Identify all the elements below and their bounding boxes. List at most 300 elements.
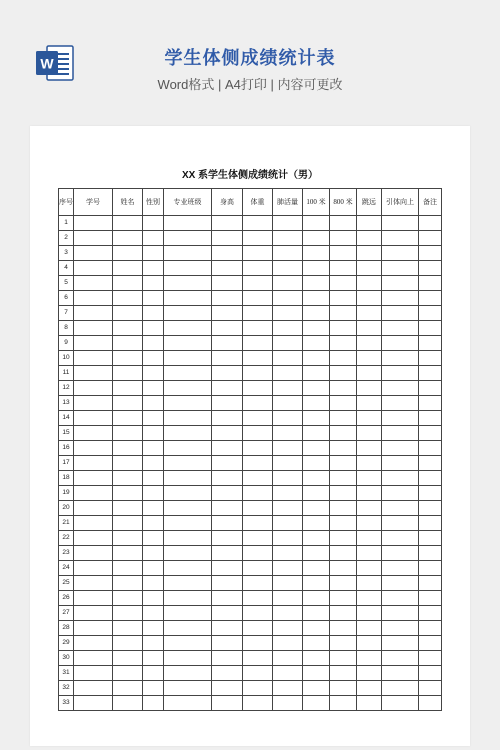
table-cell[interactable]: [164, 231, 212, 246]
table-cell[interactable]: [243, 291, 273, 306]
table-cell[interactable]: [143, 216, 164, 231]
table-cell[interactable]: [164, 486, 212, 501]
table-cell[interactable]: [164, 351, 212, 366]
table-cell[interactable]: [113, 651, 143, 666]
table-cell[interactable]: [212, 591, 243, 606]
table-cell[interactable]: [273, 381, 303, 396]
table-cell[interactable]: [243, 651, 273, 666]
table-cell[interactable]: [382, 306, 419, 321]
table-cell[interactable]: [212, 351, 243, 366]
table-cell[interactable]: [330, 576, 357, 591]
table-cell[interactable]: [143, 681, 164, 696]
table-cell[interactable]: [143, 381, 164, 396]
table-cell[interactable]: [164, 306, 212, 321]
table-cell[interactable]: [212, 381, 243, 396]
table-cell[interactable]: [74, 396, 113, 411]
table-cell[interactable]: [357, 471, 382, 486]
table-cell[interactable]: [303, 471, 330, 486]
table-cell[interactable]: [212, 276, 243, 291]
table-cell[interactable]: [303, 411, 330, 426]
table-cell[interactable]: [243, 321, 273, 336]
table-cell[interactable]: [303, 546, 330, 561]
table-cell[interactable]: [419, 426, 442, 441]
table-cell[interactable]: [273, 531, 303, 546]
table-cell[interactable]: [113, 276, 143, 291]
table-cell[interactable]: [113, 321, 143, 336]
table-cell[interactable]: [273, 246, 303, 261]
table-cell[interactable]: [212, 456, 243, 471]
table-cell[interactable]: [357, 321, 382, 336]
table-cell[interactable]: [273, 426, 303, 441]
table-cell[interactable]: [382, 261, 419, 276]
table-cell[interactable]: [419, 321, 442, 336]
table-cell[interactable]: [143, 621, 164, 636]
table-cell[interactable]: [357, 531, 382, 546]
table-cell[interactable]: [243, 306, 273, 321]
table-cell[interactable]: [303, 606, 330, 621]
table-cell[interactable]: [273, 546, 303, 561]
table-cell[interactable]: [164, 621, 212, 636]
table-cell[interactable]: [357, 291, 382, 306]
table-cell[interactable]: [303, 276, 330, 291]
table-cell[interactable]: [357, 681, 382, 696]
table-cell[interactable]: [243, 546, 273, 561]
table-cell[interactable]: [74, 276, 113, 291]
table-cell[interactable]: [330, 591, 357, 606]
table-cell[interactable]: [74, 591, 113, 606]
table-cell[interactable]: [273, 216, 303, 231]
table-cell[interactable]: [143, 441, 164, 456]
table-cell[interactable]: [212, 306, 243, 321]
table-cell[interactable]: [143, 591, 164, 606]
table-cell[interactable]: [357, 231, 382, 246]
table-cell[interactable]: [357, 666, 382, 681]
table-cell[interactable]: [74, 546, 113, 561]
table-cell[interactable]: [164, 336, 212, 351]
table-cell[interactable]: [243, 576, 273, 591]
table-cell[interactable]: [273, 411, 303, 426]
table-cell[interactable]: [164, 456, 212, 471]
table-cell[interactable]: [212, 471, 243, 486]
table-cell[interactable]: [419, 276, 442, 291]
table-cell[interactable]: [243, 501, 273, 516]
table-cell[interactable]: [273, 576, 303, 591]
table-cell[interactable]: [243, 261, 273, 276]
table-cell[interactable]: [357, 351, 382, 366]
table-cell[interactable]: [357, 696, 382, 711]
table-cell[interactable]: [382, 411, 419, 426]
table-cell[interactable]: [164, 246, 212, 261]
table-cell[interactable]: [143, 636, 164, 651]
table-cell[interactable]: [113, 216, 143, 231]
table-cell[interactable]: [330, 546, 357, 561]
table-cell[interactable]: [330, 246, 357, 261]
table-cell[interactable]: [330, 681, 357, 696]
table-cell[interactable]: [419, 546, 442, 561]
table-cell[interactable]: [74, 336, 113, 351]
table-cell[interactable]: [74, 261, 113, 276]
table-cell[interactable]: [330, 531, 357, 546]
table-cell[interactable]: [143, 471, 164, 486]
table-cell[interactable]: [419, 576, 442, 591]
table-cell[interactable]: [273, 516, 303, 531]
table-cell[interactable]: [382, 246, 419, 261]
table-cell[interactable]: [273, 621, 303, 636]
table-cell[interactable]: [74, 651, 113, 666]
table-cell[interactable]: [113, 696, 143, 711]
table-cell[interactable]: [419, 261, 442, 276]
table-cell[interactable]: [357, 306, 382, 321]
table-cell[interactable]: [273, 336, 303, 351]
table-cell[interactable]: [164, 321, 212, 336]
table-cell[interactable]: [330, 306, 357, 321]
table-cell[interactable]: [212, 441, 243, 456]
table-cell[interactable]: [243, 411, 273, 426]
table-cell[interactable]: [273, 486, 303, 501]
table-cell[interactable]: [164, 636, 212, 651]
table-cell[interactable]: [303, 456, 330, 471]
table-cell[interactable]: [212, 321, 243, 336]
table-cell[interactable]: [113, 396, 143, 411]
table-cell[interactable]: [357, 486, 382, 501]
table-cell[interactable]: [303, 681, 330, 696]
table-cell[interactable]: [243, 561, 273, 576]
table-cell[interactable]: [382, 231, 419, 246]
table-cell[interactable]: [113, 591, 143, 606]
table-cell[interactable]: [382, 576, 419, 591]
table-cell[interactable]: [382, 561, 419, 576]
table-cell[interactable]: [419, 471, 442, 486]
table-cell[interactable]: [143, 261, 164, 276]
table-cell[interactable]: [243, 636, 273, 651]
table-cell[interactable]: [243, 681, 273, 696]
table-cell[interactable]: [357, 561, 382, 576]
table-cell[interactable]: [382, 381, 419, 396]
table-cell[interactable]: [303, 441, 330, 456]
table-cell[interactable]: [419, 396, 442, 411]
table-cell[interactable]: [164, 561, 212, 576]
table-cell[interactable]: [212, 501, 243, 516]
table-cell[interactable]: [74, 471, 113, 486]
table-cell[interactable]: [419, 696, 442, 711]
table-cell[interactable]: [303, 261, 330, 276]
table-cell[interactable]: [419, 591, 442, 606]
table-cell[interactable]: [143, 231, 164, 246]
table-cell[interactable]: [419, 666, 442, 681]
table-cell[interactable]: [273, 456, 303, 471]
table-cell[interactable]: [273, 561, 303, 576]
table-cell[interactable]: [382, 471, 419, 486]
table-cell[interactable]: [243, 336, 273, 351]
table-cell[interactable]: [212, 396, 243, 411]
table-cell[interactable]: [303, 321, 330, 336]
table-cell[interactable]: [113, 531, 143, 546]
table-cell[interactable]: [243, 426, 273, 441]
table-cell[interactable]: [382, 681, 419, 696]
table-cell[interactable]: [164, 276, 212, 291]
table-cell[interactable]: [164, 651, 212, 666]
table-cell[interactable]: [212, 681, 243, 696]
table-cell[interactable]: [143, 486, 164, 501]
table-cell[interactable]: [164, 291, 212, 306]
table-cell[interactable]: [113, 336, 143, 351]
table-cell[interactable]: [382, 366, 419, 381]
table-cell[interactable]: [419, 561, 442, 576]
table-cell[interactable]: [212, 546, 243, 561]
table-cell[interactable]: [330, 366, 357, 381]
table-cell[interactable]: [164, 381, 212, 396]
table-cell[interactable]: [382, 276, 419, 291]
table-cell[interactable]: [357, 336, 382, 351]
table-cell[interactable]: [330, 501, 357, 516]
table-cell[interactable]: [330, 336, 357, 351]
table-cell[interactable]: [303, 666, 330, 681]
table-cell[interactable]: [357, 636, 382, 651]
table-cell[interactable]: [113, 291, 143, 306]
table-cell[interactable]: [273, 351, 303, 366]
table-cell[interactable]: [273, 441, 303, 456]
table-cell[interactable]: [273, 696, 303, 711]
table-cell[interactable]: [74, 456, 113, 471]
table-cell[interactable]: [419, 246, 442, 261]
table-cell[interactable]: [143, 246, 164, 261]
table-cell[interactable]: [74, 696, 113, 711]
table-cell[interactable]: [382, 696, 419, 711]
table-cell[interactable]: [243, 396, 273, 411]
table-cell[interactable]: [330, 516, 357, 531]
table-cell[interactable]: [74, 486, 113, 501]
table-cell[interactable]: [303, 561, 330, 576]
table-cell[interactable]: [330, 231, 357, 246]
table-cell[interactable]: [382, 441, 419, 456]
table-cell[interactable]: [243, 441, 273, 456]
table-cell[interactable]: [74, 291, 113, 306]
table-cell[interactable]: [113, 246, 143, 261]
table-cell[interactable]: [113, 666, 143, 681]
table-cell[interactable]: [143, 651, 164, 666]
table-cell[interactable]: [303, 516, 330, 531]
table-cell[interactable]: [212, 651, 243, 666]
table-cell[interactable]: [303, 291, 330, 306]
table-cell[interactable]: [330, 606, 357, 621]
table-cell[interactable]: [212, 261, 243, 276]
table-cell[interactable]: [419, 366, 442, 381]
table-cell[interactable]: [243, 366, 273, 381]
table-cell[interactable]: [419, 441, 442, 456]
table-cell[interactable]: [164, 471, 212, 486]
table-cell[interactable]: [419, 516, 442, 531]
table-cell[interactable]: [357, 621, 382, 636]
table-cell[interactable]: [357, 411, 382, 426]
table-cell[interactable]: [357, 216, 382, 231]
table-cell[interactable]: [419, 606, 442, 621]
table-cell[interactable]: [303, 366, 330, 381]
table-cell[interactable]: [419, 336, 442, 351]
table-cell[interactable]: [303, 336, 330, 351]
table-cell[interactable]: [303, 306, 330, 321]
table-cell[interactable]: [113, 486, 143, 501]
table-cell[interactable]: [303, 636, 330, 651]
table-cell[interactable]: [143, 666, 164, 681]
table-cell[interactable]: [164, 516, 212, 531]
table-cell[interactable]: [164, 666, 212, 681]
table-cell[interactable]: [113, 636, 143, 651]
table-cell[interactable]: [273, 231, 303, 246]
table-cell[interactable]: [243, 471, 273, 486]
table-cell[interactable]: [330, 621, 357, 636]
table-cell[interactable]: [164, 681, 212, 696]
table-cell[interactable]: [212, 411, 243, 426]
table-cell[interactable]: [212, 486, 243, 501]
table-cell[interactable]: [330, 456, 357, 471]
table-cell[interactable]: [419, 231, 442, 246]
table-cell[interactable]: [357, 651, 382, 666]
table-cell[interactable]: [330, 471, 357, 486]
table-cell[interactable]: [113, 576, 143, 591]
table-cell[interactable]: [143, 411, 164, 426]
table-cell[interactable]: [243, 621, 273, 636]
table-cell[interactable]: [74, 531, 113, 546]
table-cell[interactable]: [357, 591, 382, 606]
table-cell[interactable]: [382, 336, 419, 351]
table-cell[interactable]: [357, 381, 382, 396]
table-cell[interactable]: [212, 531, 243, 546]
table-cell[interactable]: [357, 276, 382, 291]
table-cell[interactable]: [74, 501, 113, 516]
table-cell[interactable]: [113, 441, 143, 456]
table-cell[interactable]: [419, 306, 442, 321]
table-cell[interactable]: [273, 306, 303, 321]
table-cell[interactable]: [382, 546, 419, 561]
table-cell[interactable]: [212, 576, 243, 591]
table-cell[interactable]: [273, 321, 303, 336]
table-cell[interactable]: [382, 651, 419, 666]
table-cell[interactable]: [212, 636, 243, 651]
table-cell[interactable]: [74, 681, 113, 696]
table-cell[interactable]: [273, 681, 303, 696]
table-cell[interactable]: [212, 231, 243, 246]
table-cell[interactable]: [357, 576, 382, 591]
table-cell[interactable]: [330, 261, 357, 276]
table-cell[interactable]: [243, 516, 273, 531]
table-cell[interactable]: [212, 426, 243, 441]
table-cell[interactable]: [243, 231, 273, 246]
table-cell[interactable]: [243, 456, 273, 471]
table-cell[interactable]: [113, 501, 143, 516]
table-cell[interactable]: [143, 561, 164, 576]
table-cell[interactable]: [330, 351, 357, 366]
table-cell[interactable]: [303, 426, 330, 441]
table-cell[interactable]: [212, 516, 243, 531]
table-cell[interactable]: [382, 636, 419, 651]
table-cell[interactable]: [419, 531, 442, 546]
table-cell[interactable]: [330, 636, 357, 651]
table-cell[interactable]: [243, 666, 273, 681]
table-cell[interactable]: [74, 231, 113, 246]
table-cell[interactable]: [273, 651, 303, 666]
table-cell[interactable]: [164, 576, 212, 591]
table-cell[interactable]: [143, 396, 164, 411]
table-cell[interactable]: [164, 696, 212, 711]
table-cell[interactable]: [419, 636, 442, 651]
table-cell[interactable]: [382, 321, 419, 336]
table-cell[interactable]: [164, 531, 212, 546]
table-cell[interactable]: [113, 606, 143, 621]
table-cell[interactable]: [357, 456, 382, 471]
table-cell[interactable]: [243, 531, 273, 546]
table-cell[interactable]: [382, 216, 419, 231]
table-cell[interactable]: [243, 486, 273, 501]
table-cell[interactable]: [113, 561, 143, 576]
table-cell[interactable]: [330, 291, 357, 306]
table-cell[interactable]: [212, 696, 243, 711]
table-cell[interactable]: [164, 261, 212, 276]
table-cell[interactable]: [143, 456, 164, 471]
table-cell[interactable]: [74, 426, 113, 441]
table-cell[interactable]: [113, 681, 143, 696]
table-cell[interactable]: [74, 606, 113, 621]
table-cell[interactable]: [303, 246, 330, 261]
table-cell[interactable]: [303, 591, 330, 606]
table-cell[interactable]: [382, 501, 419, 516]
table-cell[interactable]: [357, 501, 382, 516]
table-cell[interactable]: [212, 366, 243, 381]
table-cell[interactable]: [243, 696, 273, 711]
table-cell[interactable]: [303, 231, 330, 246]
table-cell[interactable]: [74, 576, 113, 591]
table-cell[interactable]: [243, 351, 273, 366]
table-cell[interactable]: [164, 426, 212, 441]
table-cell[interactable]: [330, 411, 357, 426]
table-cell[interactable]: [330, 426, 357, 441]
table-cell[interactable]: [382, 456, 419, 471]
table-cell[interactable]: [243, 381, 273, 396]
table-cell[interactable]: [164, 546, 212, 561]
table-cell[interactable]: [243, 276, 273, 291]
table-cell[interactable]: [330, 486, 357, 501]
table-cell[interactable]: [143, 546, 164, 561]
table-cell[interactable]: [303, 486, 330, 501]
table-cell[interactable]: [357, 546, 382, 561]
table-cell[interactable]: [164, 441, 212, 456]
table-cell[interactable]: [113, 471, 143, 486]
table-cell[interactable]: [74, 411, 113, 426]
table-cell[interactable]: [273, 471, 303, 486]
table-cell[interactable]: [113, 366, 143, 381]
table-cell[interactable]: [330, 276, 357, 291]
table-cell[interactable]: [143, 291, 164, 306]
table-cell[interactable]: [113, 411, 143, 426]
table-cell[interactable]: [330, 381, 357, 396]
table-cell[interactable]: [74, 351, 113, 366]
table-cell[interactable]: [164, 606, 212, 621]
table-cell[interactable]: [419, 456, 442, 471]
table-cell[interactable]: [357, 516, 382, 531]
table-cell[interactable]: [303, 651, 330, 666]
table-cell[interactable]: [74, 246, 113, 261]
table-cell[interactable]: [330, 561, 357, 576]
table-cell[interactable]: [74, 216, 113, 231]
table-cell[interactable]: [303, 696, 330, 711]
table-cell[interactable]: [164, 366, 212, 381]
table-cell[interactable]: [212, 606, 243, 621]
table-cell[interactable]: [164, 411, 212, 426]
table-cell[interactable]: [113, 306, 143, 321]
table-cell[interactable]: [330, 651, 357, 666]
table-cell[interactable]: [419, 681, 442, 696]
table-cell[interactable]: [143, 531, 164, 546]
table-cell[interactable]: [273, 366, 303, 381]
